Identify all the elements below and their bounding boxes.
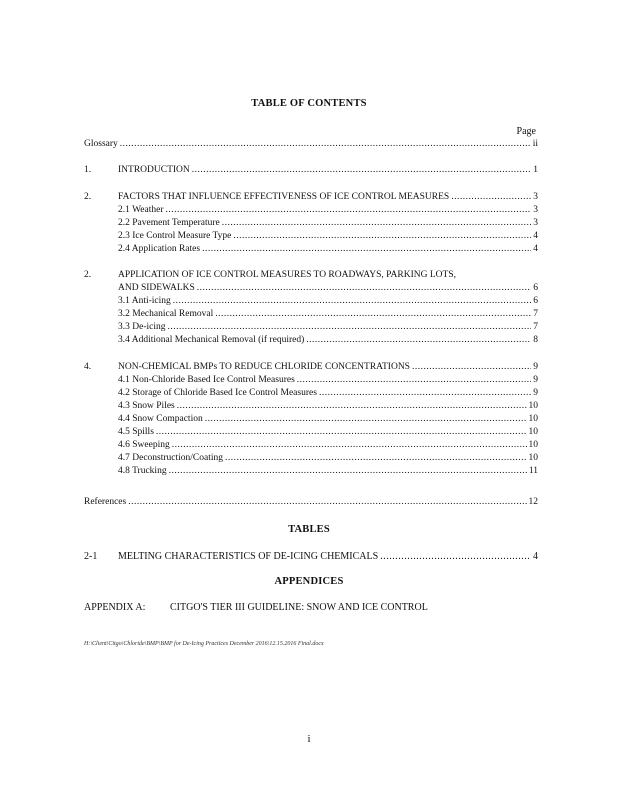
toc-entry-title: NON-CHEMICAL BMPs TO REDUCE CHLORIDE CONCENTRATIONS [118, 362, 410, 372]
toc-entry-page: 10 [528, 401, 538, 411]
toc-entry-title: 3.3 De-icing [118, 322, 166, 332]
toc-entry-page: 12 [528, 497, 538, 507]
toc-entry-ice-control-measure-type[interactable] [84, 230, 538, 243]
toc-entry-page: 3 [533, 218, 538, 228]
toc-entry-page: 10 [528, 427, 538, 437]
leader-dots [412, 361, 531, 374]
toc-entry-introduction[interactable] [84, 164, 538, 177]
toc-entry-page: 8 [533, 335, 538, 345]
leader-dots [120, 138, 531, 151]
toc-title: TABLE OF CONTENTS [251, 98, 367, 109]
toc-entry-glossary[interactable] [84, 138, 538, 151]
toc-entry-title: 2.3 Ice Control Measure Type [118, 231, 232, 241]
appendices-heading: APPENDICES [274, 576, 344, 587]
leader-dots [222, 217, 531, 230]
toc-entry-non-chemical-bmps[interactable] [84, 361, 538, 374]
toc-entry-page: 6 [533, 296, 538, 306]
leader-dots [156, 426, 527, 439]
toc-entry-page: 7 [533, 309, 538, 319]
toc-entry-references[interactable] [84, 496, 538, 509]
toc-entry-title: 4.3 Snow Piles [118, 401, 175, 411]
table-entry[interactable] [84, 550, 538, 563]
toc-entry-title: AND SIDEWALKS [118, 283, 195, 293]
toc-entry-number: 4. [84, 362, 92, 372]
toc-entry-title: 2.2 Pavement Temperature [118, 218, 220, 228]
toc-entry-title: INTRODUCTION [118, 165, 190, 175]
leader-dots [168, 321, 532, 334]
appendix-label: APPENDIX A: [84, 602, 146, 613]
leader-dots [233, 230, 531, 243]
toc-entry-title: 4.8 Trucking [118, 466, 167, 476]
toc-entry-page: ii [532, 139, 538, 149]
toc-entry-snow-compaction[interactable] [84, 413, 538, 426]
leader-dots [215, 308, 531, 321]
toc-entry-title: 3.4 Additional Mechanical Removal (if required) [118, 335, 305, 345]
toc-entry-page: 6 [533, 283, 538, 293]
table-entry-title: MELTING CHARACTERISTICS OF DE-ICING CHEMICALS [118, 551, 379, 562]
toc-entry-title: 3.1 Anti-icing [118, 296, 171, 306]
appendix-entry[interactable] [84, 602, 538, 613]
leader-dots [173, 295, 531, 308]
file-path-footer: H:\Client\Citgo\Chloride\BMP\BMP for De-Icing Practices December 2016\12.15.2016 Final.docx [84, 641, 324, 647]
toc-entry-page: 3 [533, 205, 538, 215]
leader-dots [197, 282, 531, 295]
toc-entry-trucking[interactable] [84, 465, 538, 478]
leader-dots [172, 439, 527, 452]
toc-entry-number: 1. [84, 165, 92, 175]
toc-entry-page: 9 [533, 388, 538, 398]
leader-dots [451, 191, 531, 204]
toc-entry-non-chloride[interactable] [84, 374, 538, 387]
toc-entry-factors[interactable] [84, 191, 538, 204]
toc-entry-anti-icing[interactable] [84, 295, 538, 308]
toc-entry-title: 2.4 Application Rates [118, 244, 201, 254]
toc-entry-snow-piles[interactable] [84, 400, 538, 413]
toc-entry-title: 4.5 Spills [118, 427, 154, 437]
leader-dots [380, 550, 531, 563]
toc-entry-title: 4.1 Non-Chloride Based Ice Control Measures [118, 375, 295, 385]
toc-entry-page: 9 [533, 375, 538, 385]
toc-entry-additional-mechanical-removal[interactable] [84, 334, 538, 347]
leader-dots [205, 413, 527, 426]
toc-entry-page: 3 [533, 192, 538, 202]
table-entry-page: 4 [533, 551, 538, 562]
toc-entry-title: 3.2 Mechanical Removal [118, 309, 214, 319]
toc-entry-application-rates[interactable] [84, 243, 538, 256]
toc-entry-title: APPLICATION OF ICE CONTROL MEASURES TO ROADWAYS, PARKING LOTS, [118, 270, 456, 280]
toc-entry-de-icing[interactable] [84, 321, 538, 334]
leader-dots [169, 465, 527, 478]
tables-heading: TABLES [288, 524, 330, 535]
toc-entry-page: 9 [533, 362, 538, 372]
toc-entry-title: FACTORS THAT INFLUENCE EFFECTIVENESS OF ICE CONTROL MEASURES [118, 192, 450, 202]
toc-entry-pavement-temperature[interactable] [84, 217, 538, 230]
toc-entry-page: 10 [528, 414, 538, 424]
toc-entry-weather[interactable] [84, 204, 538, 217]
toc-entry-sweeping[interactable] [84, 439, 538, 452]
toc-entry-page: 11 [528, 466, 538, 476]
toc-entry-application-continued[interactable] [84, 282, 538, 295]
leader-dots [166, 204, 532, 217]
leader-dots [177, 400, 527, 413]
toc-entry-page: 7 [533, 322, 538, 332]
table-entry-number: 2-1 [84, 551, 98, 562]
leader-dots [202, 243, 531, 256]
toc-entry-mechanical-removal[interactable] [84, 308, 538, 321]
toc-entry-page: 1 [533, 165, 538, 175]
leader-dots [192, 164, 531, 177]
toc-entry-page: 10 [528, 453, 538, 463]
toc-entry-number: 2. [84, 270, 92, 280]
leader-dots [225, 452, 526, 465]
toc-entry-title: Glossary [84, 139, 118, 149]
leader-dots [128, 496, 526, 509]
toc-entry-spills[interactable] [84, 426, 538, 439]
toc-entry-storage[interactable] [84, 387, 538, 400]
toc-entry-title: 4.4 Snow Compaction [118, 414, 203, 424]
leader-dots [297, 374, 531, 387]
toc-entry-number: 2. [84, 192, 92, 202]
toc-entry-title: 2.1 Weather [118, 205, 164, 215]
appendix-title: CITGO'S TIER III GUIDELINE: SNOW AND ICE CONTROL [170, 602, 428, 613]
toc-entry-title: 4.7 Deconstruction/Coating [118, 453, 224, 463]
leader-dots [319, 387, 531, 400]
toc-entry-page: 4 [533, 231, 538, 241]
toc-entry-deconstruction-coating[interactable] [84, 452, 538, 465]
toc-entry-title: 4.2 Storage of Chloride Based Ice Control Measures [118, 388, 317, 398]
toc-entry-application[interactable] [84, 269, 538, 282]
toc-entry-title: 4.6 Sweeping [118, 440, 170, 450]
page-column-label: Page [516, 126, 536, 137]
toc-entry-page: 4 [533, 244, 538, 254]
toc-entry-title: References [84, 497, 127, 507]
page-number: i [307, 733, 311, 745]
toc-entry-page: 10 [528, 440, 538, 450]
leader-dots [306, 334, 531, 347]
